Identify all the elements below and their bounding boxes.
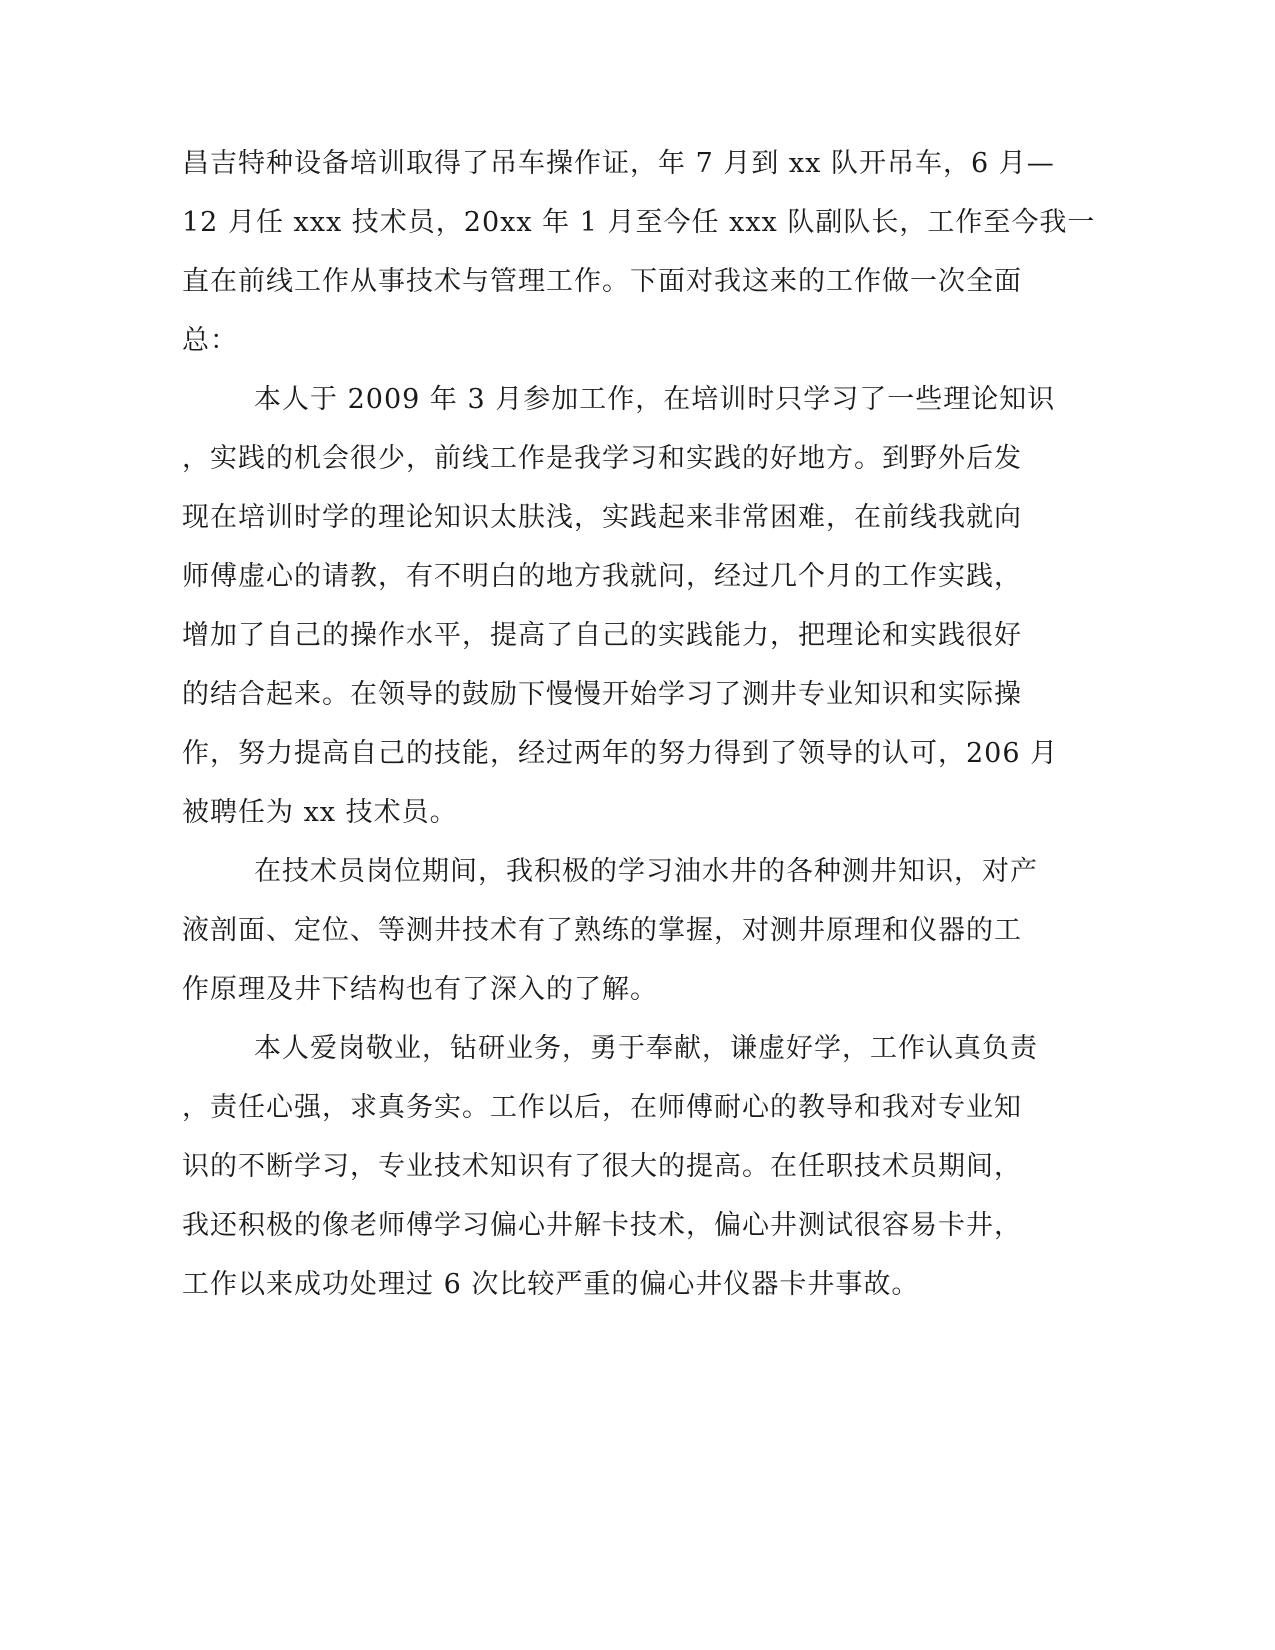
text-line: 被聘任为 xx 技术员。 — [182, 797, 458, 828]
text-line: 增加了自己的操作水平，提高了自己的实践能力，把理论和实践很好 — [182, 620, 1022, 651]
text-line: 在技术员岗位期间，我积极的学习油水井的各种测井知识，对产 — [254, 856, 1038, 887]
text-line: 昌吉特种设备培训取得了吊车操作证，年 7 月到 xx 队开吊车，6 月— — [182, 148, 1055, 179]
paragraph-4 — [182, 1019, 1038, 1314]
text-line: 我还积极的像老师傅学习偏心井解卡技术，偏心井测试很容易卡井， — [182, 1210, 1022, 1241]
paragraph-1 — [182, 134, 1096, 370]
text-line: ，责任心强，求真务实。工作以后，在师傅耐心的教导和我对专业知 — [182, 1092, 1022, 1123]
text-line: 12 月任 xxx 技术员，20xx 年 1 月至今任 xxx 队副队长，工作至今我一 — [182, 207, 1096, 238]
text-line: 总： — [182, 325, 238, 356]
text-line: 现在培训时学的理论知识太肤浅，实践起来非常困难，在前线我就向 — [182, 502, 1022, 533]
document-body — [182, 134, 1096, 1314]
text-line: 直在前线工作从事技术与管理工作。下面对我这来的工作做一次全面 — [182, 266, 1022, 297]
text-line: 工作以来成功处理过 6 次比较严重的偏心井仪器卡井事故。 — [182, 1269, 920, 1300]
text-line: 作原理及井下结构也有了深入的了解。 — [182, 974, 658, 1005]
paragraph-3 — [182, 842, 1038, 1019]
text-line: 作，努力提高自己的技能，经过两年的努力得到了领导的认可，206 月 — [182, 738, 1059, 769]
text-line: 本人爱岗敬业，钻研业务，勇于奉献，谦虚好学，工作认真负责 — [254, 1033, 1038, 1064]
text-line: 识的不断学习，专业技术知识有了很大的提高。在任职技术员期间， — [182, 1151, 1022, 1182]
text-line: 本人于 2009 年 3 月参加工作，在培训时只学习了一些理论知识 — [254, 384, 1056, 415]
text-line: ，实践的机会很少，前线工作是我学习和实践的好地方。到野外后发 — [182, 443, 1022, 474]
text-line: 师傅虚心的请教，有不明白的地方我就问，经过几个月的工作实践， — [182, 561, 1022, 592]
text-line: 的结合起来。在领导的鼓励下慢慢开始学习了测井专业知识和实际操 — [182, 679, 1022, 710]
paragraph-2 — [182, 370, 1059, 842]
text-line: 液剖面、定位、等测井技术有了熟练的掌握，对测井原理和仪器的工 — [182, 915, 1022, 946]
